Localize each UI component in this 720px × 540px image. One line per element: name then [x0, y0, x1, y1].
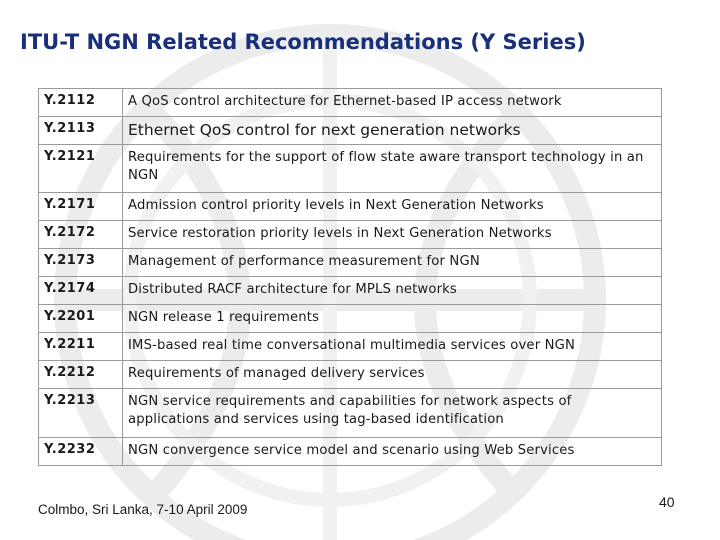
rec-code: Y.2232	[39, 438, 123, 466]
footer-text: Colmbo, Sri Lanka, 7-10 April 2009	[38, 502, 248, 517]
rec-description: A QoS control architecture for Ethernet-based IP access network	[123, 89, 662, 117]
rec-description: Management of performance measurement for NGN	[123, 249, 662, 277]
rec-code: Y.2121	[39, 145, 123, 193]
table-row	[39, 361, 662, 389]
rec-code: Y.2174	[39, 277, 123, 305]
recommendations-table	[38, 88, 662, 466]
table-row	[39, 305, 662, 333]
rec-code: Y.2201	[39, 305, 123, 333]
rec-description: NGN release 1 requirements	[123, 305, 662, 333]
rec-code: Y.2173	[39, 249, 123, 277]
rec-code: Y.2113	[39, 117, 123, 145]
rec-code: Y.2211	[39, 333, 123, 361]
table-row	[39, 438, 662, 466]
rec-description: Distributed RACF architecture for MPLS networks	[123, 277, 662, 305]
page-number: 40	[659, 494, 675, 510]
table-row	[39, 145, 662, 193]
rec-code: Y.2172	[39, 221, 123, 249]
table-row	[39, 249, 662, 277]
page-title: ITU-T NGN Related Recommendations (Y Series)	[20, 30, 586, 54]
rec-code: Y.2171	[39, 193, 123, 221]
rec-description: Requirements of managed delivery services	[123, 361, 662, 389]
rec-description: NGN service requirements and capabilities for network aspects of applications and services using tag-based identification	[123, 389, 662, 438]
table-row	[39, 89, 662, 117]
table-row	[39, 221, 662, 249]
rec-code: Y.2212	[39, 361, 123, 389]
table-row	[39, 277, 662, 305]
table-row	[39, 389, 662, 438]
table-row	[39, 117, 662, 145]
rec-description: Service restoration priority levels in Next Generation Networks	[123, 221, 662, 249]
rec-description: Requirements for the support of flow state aware transport technology in an NGN	[123, 145, 662, 193]
rec-code: Y.2213	[39, 389, 123, 438]
rec-description: NGN convergence service model and scenario using Web Services	[123, 438, 662, 466]
rec-description: Admission control priority levels in Next Generation Networks	[123, 193, 662, 221]
rec-description: IMS-based real time conversational multimedia services over NGN	[123, 333, 662, 361]
rec-code: Y.2112	[39, 89, 123, 117]
table-row	[39, 193, 662, 221]
table-row	[39, 333, 662, 361]
rec-description: Ethernet QoS control for next generation networks	[123, 117, 662, 145]
